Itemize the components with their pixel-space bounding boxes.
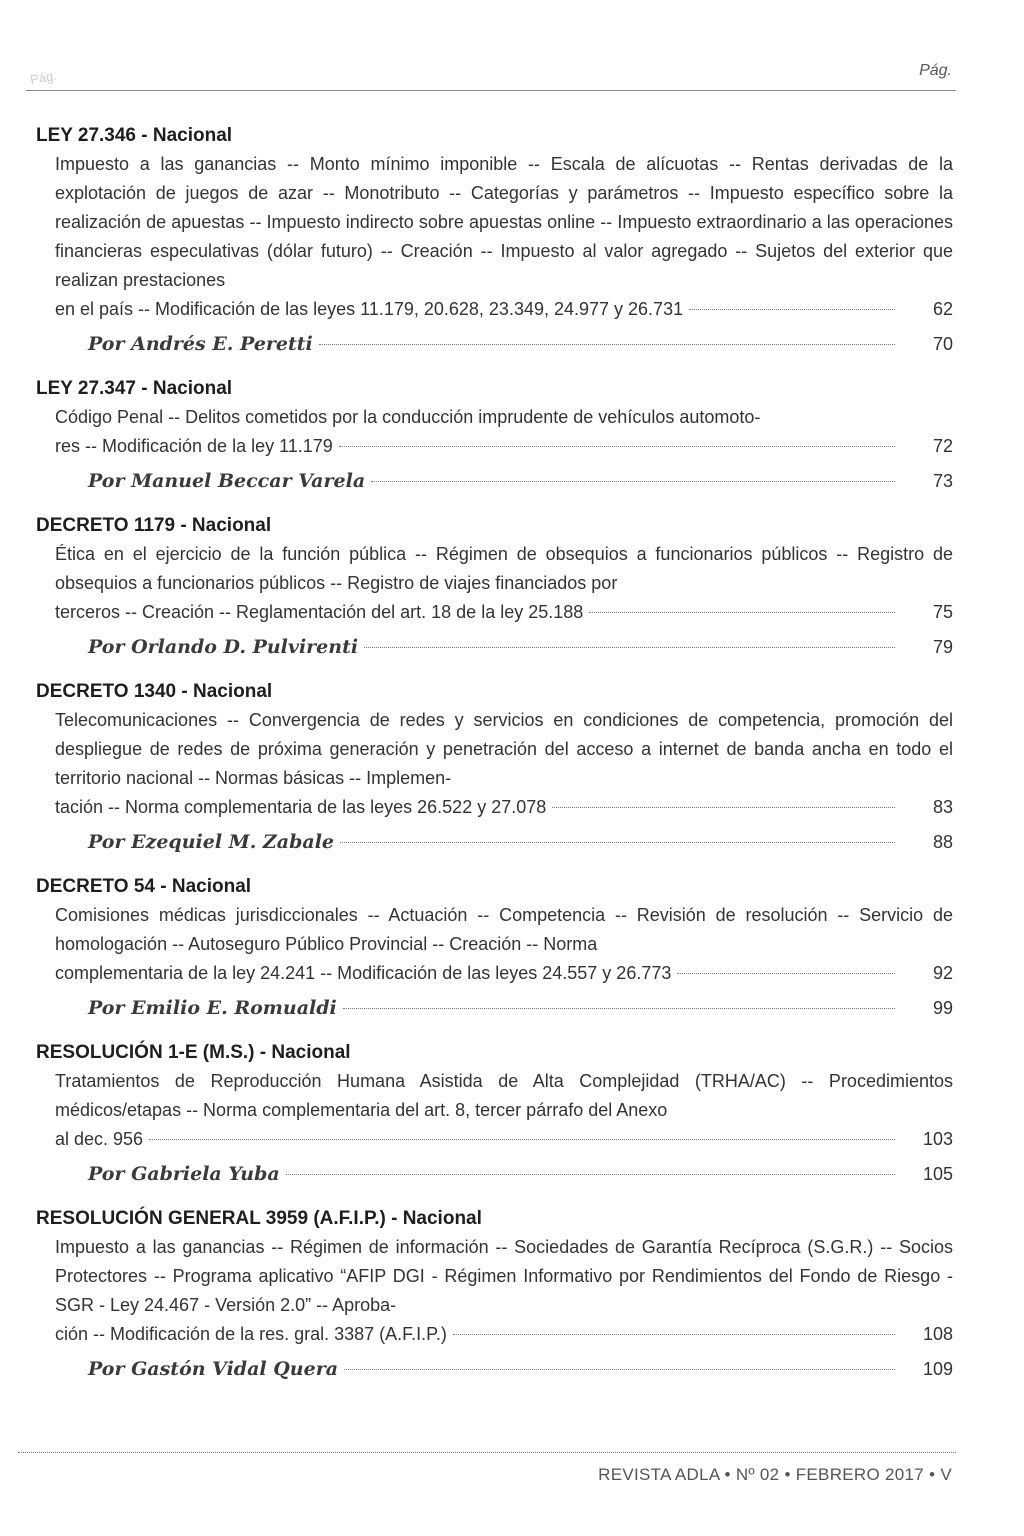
page-label: Pág. [919, 62, 952, 79]
entry-last-line-text: en el país -- Modificación de las leyes 11.179, 20.628, 23.349, 24.977 y 26.731 [55, 299, 684, 319]
entry-last-line[interactable] [55, 295, 953, 324]
dot-leader [339, 446, 895, 447]
author-page-number: 70 [932, 334, 953, 354]
entry-page-number: 108 [922, 1324, 953, 1344]
entry-title[interactable]: LEY 27.347 - Nacional [36, 378, 233, 399]
dot-leader [149, 1139, 895, 1140]
table-of-contents [36, 123, 953, 1401]
dot-leader [589, 612, 895, 613]
footer-text: REVISTA ADLA • Nº 02 • FEBRERO 2017 • V [598, 1465, 952, 1484]
dot-leader [319, 344, 895, 345]
author-page-number: 79 [932, 637, 953, 657]
dot-leader [371, 481, 895, 482]
entry-last-line[interactable] [55, 432, 953, 461]
entry-last-line[interactable] [55, 598, 953, 627]
author-line[interactable] [88, 330, 953, 359]
entry-last-line[interactable] [55, 1320, 953, 1349]
author-line[interactable] [88, 1160, 953, 1189]
entry-page-number: 83 [932, 797, 953, 817]
entry-page-number: 75 [932, 602, 953, 622]
entry-last-line-text: res -- Modificación de la ley 11.179 [55, 436, 333, 456]
author-page-number: 109 [922, 1359, 953, 1379]
toc-entry [36, 123, 953, 359]
entry-description: Impuesto a las ganancias -- Monto mínimo imponible -- Escala de alícuotas -- Rentas derivadas de la explotación de juegos de azar -- Monotributo -- Categorías y parámetros -- Impuesto específico sobre la realización de apuestas -- Impuesto indirecto sobre apuestas online -- Impuesto extraordinario a las operaciones financieras especulativas (dólar futuro) -- Creación -- Impuesto al valor agregado -- Sujetos del exterior que realizan prestaciones [55, 154, 953, 290]
dot-leader [343, 1008, 895, 1009]
toc-entry [36, 679, 953, 857]
ghost-stamp: Pág. [28, 67, 58, 88]
entry-title[interactable]: DECRETO 1340 - Nacional [36, 681, 273, 702]
author-name: Por Emilio E. Romualdi [88, 997, 337, 1019]
author-page-number: 88 [932, 832, 953, 852]
entry-description: Comisiones médicas jurisdiccionales -- Actuación -- Competencia -- Revisión de resolución -- Servicio de homologación -- Autoseguro Público Provincial -- Creación -- Norma [55, 905, 953, 954]
entry-title[interactable]: DECRETO 54 - Nacional [36, 876, 252, 897]
entry-title[interactable]: RESOLUCIÓN GENERAL 3959 (A.F.I.P.) - Nacional [36, 1208, 482, 1229]
toc-entry [36, 513, 953, 662]
entry-description: Código Penal -- Delitos cometidos por la conducción imprudente de vehículos automoto- [55, 407, 761, 427]
entry-last-line-text: ción -- Modificación de la res. gral. 3387 (A.F.I.P.) [55, 1324, 447, 1344]
entry-page-number: 92 [932, 963, 953, 983]
author-name: Por Gastón Vidal Quera [88, 1358, 339, 1380]
dot-leader [364, 647, 895, 648]
entry-last-line-text: complementaria de la ley 24.241 -- Modificación de las leyes 24.557 y 26.773 [55, 963, 672, 983]
author-name: Por Manuel Beccar Varela [88, 470, 366, 492]
dot-leader [344, 1369, 895, 1370]
author-line[interactable] [88, 994, 953, 1023]
entry-description: Tratamientos de Reproducción Humana Asistida de Alta Complejidad (TRHA/AC) -- Procedimientos médicos/etapas -- Norma complementaria del art. 8, tercer párrafo del Anexo [55, 1071, 953, 1120]
author-name: Por Orlando D. Pulvirenti [88, 636, 359, 658]
dot-leader [286, 1174, 895, 1175]
top-rule [26, 90, 956, 91]
entry-last-line-text: terceros -- Creación -- Reglamentación del art. 18 de la ley 25.188 [55, 602, 584, 622]
entry-description: Impuesto a las ganancias -- Régimen de información -- Sociedades de Garantía Recíproca (S.G.R.) -- Socios Protectores -- Programa aplicativo “AFIP DGI - Régimen Informativo por Rendimientos del Fondo de Riesgo - SGR - Ley 24.467 - Versión 2.0” -- Aproba- [55, 1237, 953, 1315]
toc-entry [36, 376, 953, 496]
entry-title[interactable]: DECRETO 1179 - Nacional [36, 515, 272, 536]
toc-entry [36, 1040, 953, 1189]
entry-last-line-text: tación -- Norma complementaria de las leyes 26.522 y 27.078 [55, 797, 547, 817]
entry-last-line[interactable] [55, 1125, 953, 1154]
entry-last-line[interactable] [55, 959, 953, 988]
author-name: Por Andrés E. Peretti [88, 333, 313, 355]
author-line[interactable] [88, 1355, 953, 1384]
author-line[interactable] [88, 633, 953, 662]
dot-leader [677, 973, 895, 974]
author-page-number: 105 [922, 1164, 953, 1184]
dot-leader [340, 842, 895, 843]
author-line[interactable] [88, 467, 953, 496]
entry-page-number: 72 [932, 436, 953, 456]
author-page-number: 99 [932, 998, 953, 1018]
entry-description: Telecomunicaciones -- Convergencia de redes y servicios en condiciones de competencia, promoción del despliegue de redes de próxima generación y penetración del acceso a internet de banda ancha en todo el territorio nacional -- Normas básicas -- Implemen- [55, 710, 953, 788]
author-name: Por Gabriela Yuba [88, 1163, 280, 1185]
entry-page-number: 62 [932, 299, 953, 319]
entry-last-line[interactable] [55, 793, 953, 822]
entry-last-line-text: al dec. 956 [55, 1129, 144, 1149]
toc-entry [36, 1206, 953, 1384]
dot-leader [552, 807, 895, 808]
toc-entry [36, 874, 953, 1023]
author-line[interactable] [88, 828, 953, 857]
entry-description: Ética en el ejercicio de la función pública -- Régimen de obsequios a funcionarios públicos -- Registro de obsequios a funcionarios públicos -- Registro de viajes financiados por [55, 544, 953, 593]
author-name: Por Ezequiel M. Zabale [88, 831, 335, 853]
bottom-rule [18, 1452, 956, 1453]
entry-title[interactable]: LEY 27.346 - Nacional [36, 125, 233, 146]
dot-leader [689, 309, 895, 310]
dot-leader [453, 1334, 895, 1335]
entry-title[interactable]: RESOLUCIÓN 1-E (M.S.) - Nacional [36, 1042, 351, 1063]
entry-page-number: 103 [922, 1129, 953, 1149]
author-page-number: 73 [932, 471, 953, 491]
